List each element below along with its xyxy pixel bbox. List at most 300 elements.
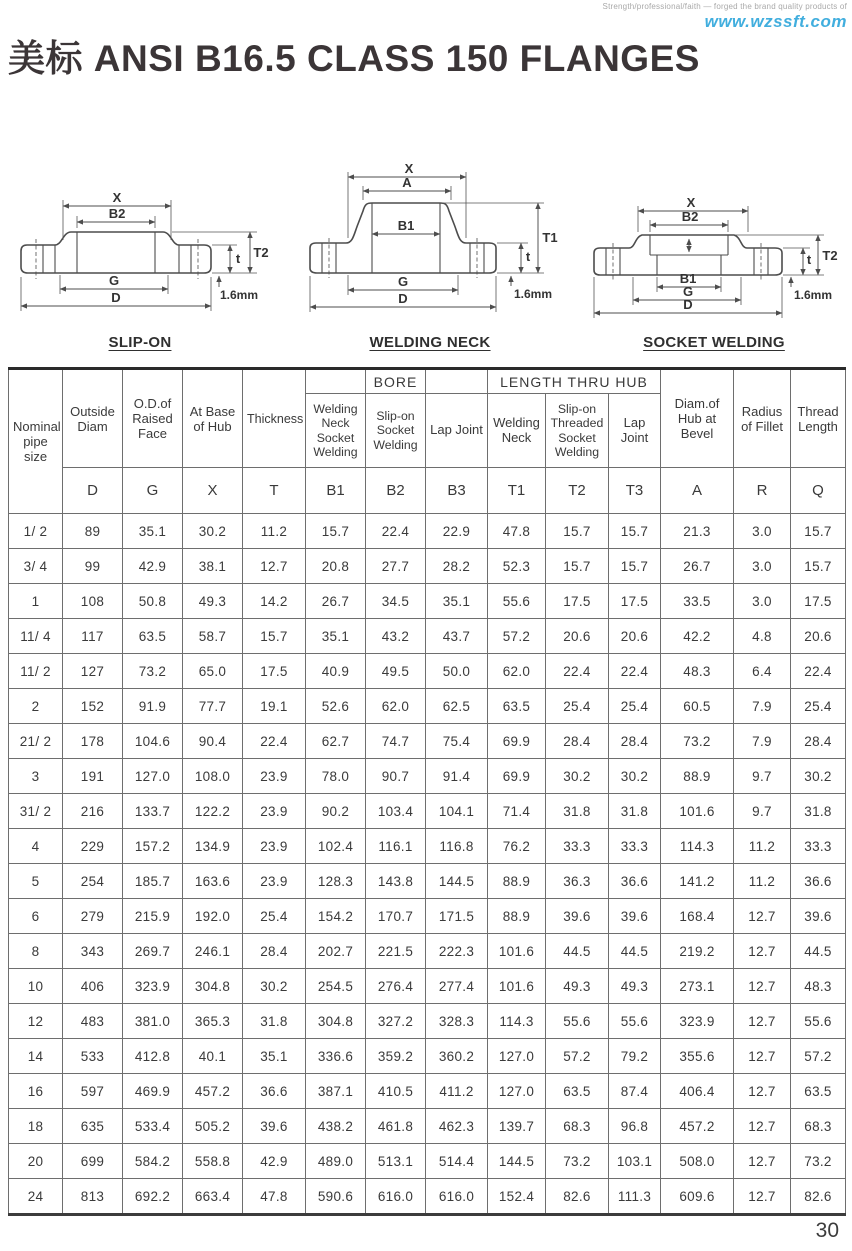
table-cell: 36.6 xyxy=(609,864,661,899)
table-cell: 43.7 xyxy=(426,619,488,654)
table-cell: 35.1 xyxy=(123,514,183,549)
table-cell: 101.6 xyxy=(488,969,546,1004)
table-row xyxy=(9,549,846,584)
table-cell: 48.3 xyxy=(791,969,846,1004)
symbol-header-t: T xyxy=(243,468,306,514)
table-cell: 387.1 xyxy=(306,1074,366,1109)
table-cell: 28.2 xyxy=(426,549,488,584)
table-cell: 144.5 xyxy=(426,864,488,899)
table-cell: 31.8 xyxy=(609,794,661,829)
diagram-socket-welding xyxy=(578,182,850,334)
table-cell: 15.7 xyxy=(306,514,366,549)
table-cell: 55.6 xyxy=(488,584,546,619)
table-cell: 39.6 xyxy=(243,1109,306,1144)
table-cell: 31.8 xyxy=(791,794,846,829)
table-cell: 609.6 xyxy=(661,1179,734,1215)
table-cell: 78.0 xyxy=(306,759,366,794)
table-row xyxy=(9,619,846,654)
table-cell: 269.7 xyxy=(123,934,183,969)
table-cell: 4 xyxy=(9,829,63,864)
table-cell: 170.7 xyxy=(366,899,426,934)
table-cell: 216 xyxy=(63,794,123,829)
table-cell: 33.3 xyxy=(546,829,609,864)
table-cell: 35.1 xyxy=(426,584,488,619)
table-cell: 101.6 xyxy=(661,794,734,829)
table-cell: 813 xyxy=(63,1179,123,1215)
table-cell: 508.0 xyxy=(661,1144,734,1179)
table-cell: 17.5 xyxy=(243,654,306,689)
table-cell: 127.0 xyxy=(488,1039,546,1074)
table-cell: 42.9 xyxy=(123,549,183,584)
page-title: 美标 ANSI B16.5 CLASS 150 FLANGES xyxy=(8,38,700,79)
table-cell: 3.0 xyxy=(734,514,791,549)
table-cell: 114.3 xyxy=(661,829,734,864)
table-cell: 49.3 xyxy=(546,969,609,1004)
table-cell: 74.7 xyxy=(366,724,426,759)
table-cell: 144.5 xyxy=(488,1144,546,1179)
table-cell: 30.2 xyxy=(791,759,846,794)
flange-dimensions-table xyxy=(8,367,846,1216)
table-cell: 277.4 xyxy=(426,969,488,1004)
table-cell: 20.6 xyxy=(791,619,846,654)
table-cell: 103.1 xyxy=(609,1144,661,1179)
table-cell: 273.1 xyxy=(661,969,734,1004)
table-cell: 89 xyxy=(63,514,123,549)
table-cell: 90.7 xyxy=(366,759,426,794)
dim-label-g: G xyxy=(108,273,120,288)
table-cell: 127 xyxy=(63,654,123,689)
table-cell: 16 xyxy=(9,1074,63,1109)
dim-label-d: D xyxy=(111,290,121,305)
table-cell: 30.2 xyxy=(243,969,306,1004)
col-header-thickness: Thickness xyxy=(243,369,306,468)
table-cell: 22.4 xyxy=(243,724,306,759)
table-cell: 14.2 xyxy=(243,584,306,619)
table-cell: 616.0 xyxy=(426,1179,488,1215)
table-row xyxy=(9,584,846,619)
table-cell: 489.0 xyxy=(306,1144,366,1179)
table-cell: 40.1 xyxy=(183,1039,243,1074)
dim-label-x: X xyxy=(686,195,696,210)
table-cell: 104.1 xyxy=(426,794,488,829)
table-row xyxy=(9,1179,846,1215)
table-cell: 1 xyxy=(9,584,63,619)
col-header-length-welding-neck: Welding Neck xyxy=(488,394,546,468)
table-cell: 127.0 xyxy=(123,759,183,794)
table-cell: 12.7 xyxy=(734,1039,791,1074)
symbol-header-q: Q xyxy=(791,468,846,514)
table-row xyxy=(9,899,846,934)
table-cell: 22.4 xyxy=(546,654,609,689)
table-cell: 327.2 xyxy=(366,1004,426,1039)
table-cell: 343 xyxy=(63,934,123,969)
table-cell: 24 xyxy=(9,1179,63,1215)
table-cell: 152.4 xyxy=(488,1179,546,1215)
flange-table-body xyxy=(9,514,846,1215)
table-cell: 22.9 xyxy=(426,514,488,549)
table-cell: 40.9 xyxy=(306,654,366,689)
dim-label-b1: B1 xyxy=(397,218,415,233)
table-cell: 12.7 xyxy=(734,1144,791,1179)
table-cell: 52.6 xyxy=(306,689,366,724)
table-cell: 139.7 xyxy=(488,1109,546,1144)
table-cell: 108 xyxy=(63,584,123,619)
dim-label-raised-face: 1.6mm xyxy=(793,288,833,302)
table-cell: 69.9 xyxy=(488,724,546,759)
table-cell: 11.2 xyxy=(734,864,791,899)
col-header-at-base-of-hub: At Base of Hub xyxy=(183,369,243,468)
table-cell: 44.5 xyxy=(546,934,609,969)
table-cell: 77.7 xyxy=(183,689,243,724)
table-cell: 22.4 xyxy=(791,654,846,689)
table-cell: 42.9 xyxy=(243,1144,306,1179)
symbol-header-b1: B1 xyxy=(306,468,366,514)
table-cell: 38.1 xyxy=(183,549,243,584)
table-cell: 505.2 xyxy=(183,1109,243,1144)
table-cell: 62.0 xyxy=(366,689,426,724)
table-cell: 65.0 xyxy=(183,654,243,689)
table-cell: 116.1 xyxy=(366,829,426,864)
table-cell: 63.5 xyxy=(123,619,183,654)
table-cell: 73.2 xyxy=(123,654,183,689)
col-header-length-lap-joint: Lap Joint xyxy=(609,394,661,468)
table-cell: 15.7 xyxy=(243,619,306,654)
table-cell: 21.3 xyxy=(661,514,734,549)
table-cell: 14 xyxy=(9,1039,63,1074)
table-cell: 57.2 xyxy=(546,1039,609,1074)
col-header-outside-diam: Outside Diam xyxy=(63,369,123,468)
table-cell: 31.8 xyxy=(546,794,609,829)
table-row xyxy=(9,829,846,864)
symbol-header-t1: T1 xyxy=(488,468,546,514)
table-cell: 152 xyxy=(63,689,123,724)
table-cell: 699 xyxy=(63,1144,123,1179)
table-cell: 12.7 xyxy=(734,1109,791,1144)
caption-welding-neck: WELDING NECK xyxy=(369,334,491,351)
table-cell: 88.9 xyxy=(661,759,734,794)
table-cell: 62.5 xyxy=(426,689,488,724)
table-cell: 73.2 xyxy=(546,1144,609,1179)
table-cell: 154.2 xyxy=(306,899,366,934)
table-cell: 42.2 xyxy=(661,619,734,654)
table-cell: 221.5 xyxy=(366,934,426,969)
table-cell: 406.4 xyxy=(661,1074,734,1109)
table-cell: 15.7 xyxy=(546,549,609,584)
table-cell: 47.8 xyxy=(243,1179,306,1215)
table-row xyxy=(9,724,846,759)
table-cell: 12.7 xyxy=(734,1179,791,1215)
table-cell: 191 xyxy=(63,759,123,794)
table-cell: 88.9 xyxy=(488,864,546,899)
table-cell: 25.4 xyxy=(243,899,306,934)
table-row xyxy=(9,1074,846,1109)
table-cell: 57.2 xyxy=(791,1039,846,1074)
table-cell: 9.7 xyxy=(734,794,791,829)
table-cell: 457.2 xyxy=(183,1074,243,1109)
symbol-header-r: R xyxy=(734,468,791,514)
table-cell: 246.1 xyxy=(183,934,243,969)
table-cell: 6.4 xyxy=(734,654,791,689)
table-cell: 6 xyxy=(9,899,63,934)
table-cell: 28.4 xyxy=(609,724,661,759)
table-cell: 11.2 xyxy=(243,514,306,549)
table-cell: 23.9 xyxy=(243,794,306,829)
symbol-header-b2: B2 xyxy=(366,468,426,514)
table-cell: 7.9 xyxy=(734,689,791,724)
table-cell: 101.6 xyxy=(488,934,546,969)
dim-label-g: G xyxy=(682,284,694,299)
table-cell: 514.4 xyxy=(426,1144,488,1179)
table-cell: 143.8 xyxy=(366,864,426,899)
table-cell: 60.5 xyxy=(661,689,734,724)
table-row xyxy=(9,794,846,829)
table-cell: 279 xyxy=(63,899,123,934)
table-cell: 3.0 xyxy=(734,549,791,584)
table-cell: 12.7 xyxy=(734,899,791,934)
table-cell: 17.5 xyxy=(546,584,609,619)
table-cell: 141.2 xyxy=(661,864,734,899)
table-cell: 73.2 xyxy=(791,1144,846,1179)
dim-label-a: A xyxy=(402,175,412,190)
dim-label-d: D xyxy=(398,291,408,306)
caption-socket-welding: SOCKET WELDING xyxy=(643,334,785,351)
table-cell: 128.3 xyxy=(306,864,366,899)
dim-label-t: t xyxy=(806,252,812,267)
table-cell: 360.2 xyxy=(426,1039,488,1074)
dim-label-x: X xyxy=(404,161,414,176)
table-cell: 15.7 xyxy=(609,549,661,584)
table-cell: 11/ 2 xyxy=(9,654,63,689)
table-cell: 21/ 2 xyxy=(9,724,63,759)
col-header-thread-length: Thread Length xyxy=(791,369,846,468)
table-cell: 219.2 xyxy=(661,934,734,969)
table-cell: 55.6 xyxy=(791,1004,846,1039)
diagram-welding-neck xyxy=(290,160,570,332)
socket-welding-drawing xyxy=(578,182,850,334)
table-cell: 22.4 xyxy=(366,514,426,549)
table-cell: 304.8 xyxy=(183,969,243,1004)
table-cell: 222.3 xyxy=(426,934,488,969)
table-cell: 25.4 xyxy=(791,689,846,724)
col-header-diam-hub-at-bevel: Diam.of Hub at Bevel xyxy=(661,369,734,468)
table-cell: 410.5 xyxy=(366,1074,426,1109)
table-row xyxy=(9,934,846,969)
table-cell: 20.8 xyxy=(306,549,366,584)
table-cell: 411.2 xyxy=(426,1074,488,1109)
table-cell: 17.5 xyxy=(609,584,661,619)
table-cell: 104.6 xyxy=(123,724,183,759)
table-cell: 178 xyxy=(63,724,123,759)
table-cell: 90.2 xyxy=(306,794,366,829)
table-cell: 79.2 xyxy=(609,1039,661,1074)
col-header-od-raised-face: O.D.of Raised Face xyxy=(123,369,183,468)
table-cell: 99 xyxy=(63,549,123,584)
table-cell: 15.7 xyxy=(546,514,609,549)
table-cell: 28.4 xyxy=(791,724,846,759)
table-cell: 25.4 xyxy=(609,689,661,724)
table-cell: 12.7 xyxy=(734,1074,791,1109)
table-cell: 62.7 xyxy=(306,724,366,759)
table-row xyxy=(9,1144,846,1179)
table-cell: 584.2 xyxy=(123,1144,183,1179)
table-cell: 71.4 xyxy=(488,794,546,829)
table-cell: 1/ 2 xyxy=(9,514,63,549)
table-cell: 31.8 xyxy=(243,1004,306,1039)
table-cell: 43.2 xyxy=(366,619,426,654)
table-row xyxy=(9,1109,846,1144)
table-cell: 33.3 xyxy=(609,829,661,864)
flange-outline xyxy=(21,232,211,273)
table-cell: 11.2 xyxy=(734,829,791,864)
table-row xyxy=(9,1039,846,1074)
table-row xyxy=(9,759,846,794)
table-cell: 192.0 xyxy=(183,899,243,934)
table-cell: 20.6 xyxy=(546,619,609,654)
table-cell: 91.9 xyxy=(123,689,183,724)
table-cell: 9.7 xyxy=(734,759,791,794)
table-cell: 12.7 xyxy=(243,549,306,584)
table-cell: 597 xyxy=(63,1074,123,1109)
table-cell: 590.6 xyxy=(306,1179,366,1215)
dim-label-t2: T2 xyxy=(822,248,838,263)
table-cell: 3.0 xyxy=(734,584,791,619)
table-cell: 23.9 xyxy=(243,864,306,899)
table-cell: 90.4 xyxy=(183,724,243,759)
table-cell: 304.8 xyxy=(306,1004,366,1039)
table-cell: 412.8 xyxy=(123,1039,183,1074)
table-cell: 336.6 xyxy=(306,1039,366,1074)
table-cell: 116.8 xyxy=(426,829,488,864)
table-cell: 103.4 xyxy=(366,794,426,829)
table-cell: 117 xyxy=(63,619,123,654)
table-cell: 20 xyxy=(9,1144,63,1179)
caption-slip-on: SLIP-ON xyxy=(108,334,172,351)
table-cell: 39.6 xyxy=(609,899,661,934)
table-cell: 11/ 4 xyxy=(9,619,63,654)
table-cell: 462.3 xyxy=(426,1109,488,1144)
table-cell: 15.7 xyxy=(791,549,846,584)
table-row xyxy=(9,1004,846,1039)
table-cell: 55.6 xyxy=(609,1004,661,1039)
table-cell: 49.3 xyxy=(609,969,661,1004)
table-cell: 88.9 xyxy=(488,899,546,934)
table-cell: 108.0 xyxy=(183,759,243,794)
table-row xyxy=(9,514,846,549)
flange-outline xyxy=(310,203,496,273)
table-cell: 47.8 xyxy=(488,514,546,549)
slip-on-drawing xyxy=(5,172,275,334)
table-cell: 663.4 xyxy=(183,1179,243,1215)
table-cell: 4.8 xyxy=(734,619,791,654)
table-cell: 26.7 xyxy=(306,584,366,619)
table-cell: 34.5 xyxy=(366,584,426,619)
table-cell: 111.3 xyxy=(609,1179,661,1215)
table-cell: 52.3 xyxy=(488,549,546,584)
table-cell: 22.4 xyxy=(609,654,661,689)
col-header-length-slip-on-threaded: Slip-on Threaded Socket Welding xyxy=(546,394,609,468)
bore-group-empty-cell xyxy=(426,369,488,394)
table-cell: 48.3 xyxy=(661,654,734,689)
table-cell: 8 xyxy=(9,934,63,969)
table-cell: 35.1 xyxy=(243,1039,306,1074)
symbol-header-g: G xyxy=(123,468,183,514)
table-cell: 134.9 xyxy=(183,829,243,864)
table-cell: 25.4 xyxy=(546,689,609,724)
table-cell: 406 xyxy=(63,969,123,1004)
table-cell: 31/ 2 xyxy=(9,794,63,829)
table-cell: 27.7 xyxy=(366,549,426,584)
table-cell: 438.2 xyxy=(306,1109,366,1144)
table-cell: 122.2 xyxy=(183,794,243,829)
table-cell: 63.5 xyxy=(791,1074,846,1109)
dim-label-x: X xyxy=(112,190,122,205)
dim-label-g: G xyxy=(397,274,409,289)
table-cell: 3 xyxy=(9,759,63,794)
table-cell: 12 xyxy=(9,1004,63,1039)
table-cell: 202.7 xyxy=(306,934,366,969)
table-cell: 365.3 xyxy=(183,1004,243,1039)
table-cell: 73.2 xyxy=(661,724,734,759)
col-header-bore-welding-neck: Welding Neck Socket Welding xyxy=(306,394,366,468)
dim-label-t: t xyxy=(235,251,241,266)
table-cell: 35.1 xyxy=(306,619,366,654)
page-number: 30 xyxy=(815,1219,839,1242)
table-cell: 323.9 xyxy=(661,1004,734,1039)
table-cell: 68.3 xyxy=(791,1109,846,1144)
table-cell: 533 xyxy=(63,1039,123,1074)
table-cell: 19.1 xyxy=(243,689,306,724)
brand-website-link[interactable]: www.wzssft.com xyxy=(704,12,847,31)
table-cell: 69.9 xyxy=(488,759,546,794)
table-cell: 276.4 xyxy=(366,969,426,1004)
table-cell: 635 xyxy=(63,1109,123,1144)
table-cell: 533.4 xyxy=(123,1109,183,1144)
dim-label-b2: B2 xyxy=(681,209,699,224)
dim-label-t2: T2 xyxy=(253,245,269,260)
table-cell: 12.7 xyxy=(734,1004,791,1039)
table-cell: 7.9 xyxy=(734,724,791,759)
table-cell: 36.6 xyxy=(791,864,846,899)
symbol-header-a: A xyxy=(661,468,734,514)
symbol-header-d: D xyxy=(63,468,123,514)
table-cell: 381.0 xyxy=(123,1004,183,1039)
dim-label-b2: B2 xyxy=(108,206,126,221)
table-cell: 127.0 xyxy=(488,1074,546,1109)
table-cell: 76.2 xyxy=(488,829,546,864)
table-cell: 323.9 xyxy=(123,969,183,1004)
table-cell: 254.5 xyxy=(306,969,366,1004)
table-cell: 87.4 xyxy=(609,1074,661,1109)
dim-label-t: t xyxy=(525,249,531,264)
dim-label-b1: B1 xyxy=(679,271,697,286)
symbol-header-t3: T3 xyxy=(609,468,661,514)
table-cell: 254 xyxy=(63,864,123,899)
table-cell: 23.9 xyxy=(243,759,306,794)
table-cell: 483 xyxy=(63,1004,123,1039)
table-cell: 82.6 xyxy=(791,1179,846,1215)
col-header-radius-of-fillet: Radius of Fillet xyxy=(734,369,791,468)
table-cell: 55.6 xyxy=(546,1004,609,1039)
table-cell: 15.7 xyxy=(609,514,661,549)
table-cell: 168.4 xyxy=(661,899,734,934)
table-row xyxy=(9,864,846,899)
dim-label-d: D xyxy=(683,297,693,312)
table-cell: 133.7 xyxy=(123,794,183,829)
col-header-bore-slip-on: Slip-on Socket Welding xyxy=(366,394,426,468)
table-cell: 44.5 xyxy=(791,934,846,969)
table-cell: 15.7 xyxy=(791,514,846,549)
table-cell: 57.2 xyxy=(488,619,546,654)
